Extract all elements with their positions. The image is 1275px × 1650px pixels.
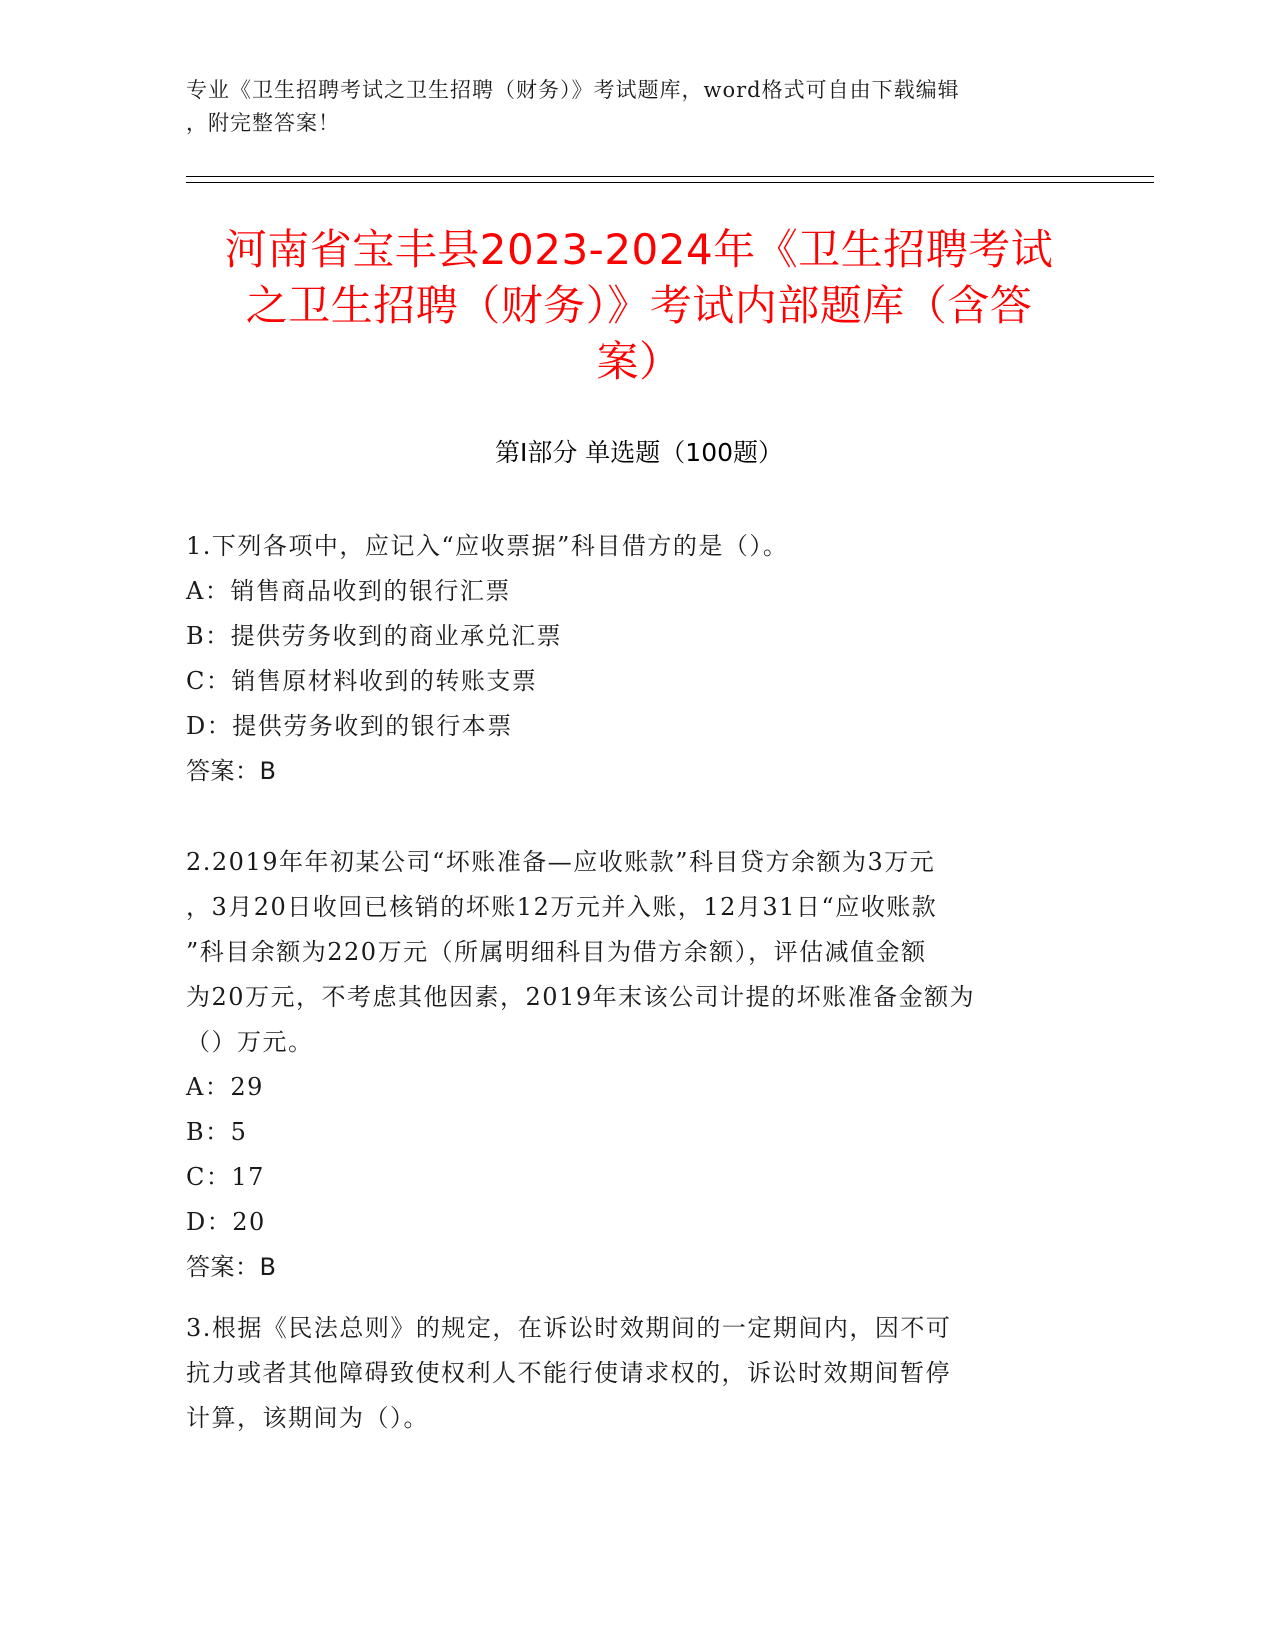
option-b: B：提供劳务收到的商业承兑汇票 bbox=[186, 622, 563, 650]
title-line-3: 案） bbox=[596, 337, 682, 386]
question-3 bbox=[186, 1306, 1072, 1441]
option-a: A：29 bbox=[186, 1073, 264, 1101]
question-stem-line-2: ，3月20日收回已核销的坏账12万元并入账，12月31日“应收账款 bbox=[186, 893, 938, 921]
document-title bbox=[186, 222, 1092, 390]
header-note bbox=[186, 74, 1086, 140]
question-stem-line-3: 计算，该期间为（）。 bbox=[186, 1404, 429, 1432]
question-stem-line-2: 抗力或者其他障碍致使权利人不能行使请求权的，诉讼时效期间暂停 bbox=[186, 1359, 951, 1387]
title-line-2: 之卫生招聘（财务）》考试内部题库（含答 bbox=[245, 281, 1033, 330]
question-stem-line-4: 为20万元，不考虑其他因素，2019年末该公司计提的坏账准备金额为 bbox=[186, 983, 976, 1011]
question-stem-line-1: 3.根据《民法总则》的规定，在诉讼时效期间的一定期间内，因不可 bbox=[186, 1314, 952, 1342]
question-stem: 1.下列各项中，应记入“应收票据”科目借方的是（）。 bbox=[186, 532, 789, 560]
section-title: 第Ⅰ部分 单选题（100题） bbox=[494, 438, 784, 467]
header-rule-top bbox=[186, 176, 1154, 177]
question-2 bbox=[186, 840, 1072, 1290]
title-line-1: 河南省宝丰县2023-2024年《卫生招聘考试 bbox=[224, 225, 1054, 274]
question-stem-line-1: 2.2019年年初某公司“坏账准备—应收账款”科目贷方余额为3万元 bbox=[186, 848, 936, 876]
question-1 bbox=[186, 524, 1072, 794]
answer: 答案：B bbox=[186, 1253, 277, 1281]
option-a: A：销售商品收到的银行汇票 bbox=[186, 577, 511, 605]
option-c: C：17 bbox=[186, 1163, 265, 1191]
header-note-line-2: ，附完整答案！ bbox=[186, 111, 340, 135]
header-note-line-1: 专业《卫生招聘考试之卫生招聘（财务）》考试题库，word格式可自由下载编辑 bbox=[186, 78, 960, 102]
option-d: D：提供劳务收到的银行本票 bbox=[186, 712, 513, 740]
question-stem-line-5: （）万元。 bbox=[186, 1028, 314, 1056]
answer: 答案：B bbox=[186, 757, 277, 785]
option-b: B：5 bbox=[186, 1118, 248, 1146]
option-d: D：20 bbox=[186, 1208, 266, 1236]
option-c: C：销售原材料收到的转账支票 bbox=[186, 667, 538, 695]
header-rule-bottom bbox=[186, 182, 1154, 183]
question-stem-line-3: ”科目余额为220万元（所属明细科目为借方余额），评估减值金额 bbox=[186, 938, 927, 966]
